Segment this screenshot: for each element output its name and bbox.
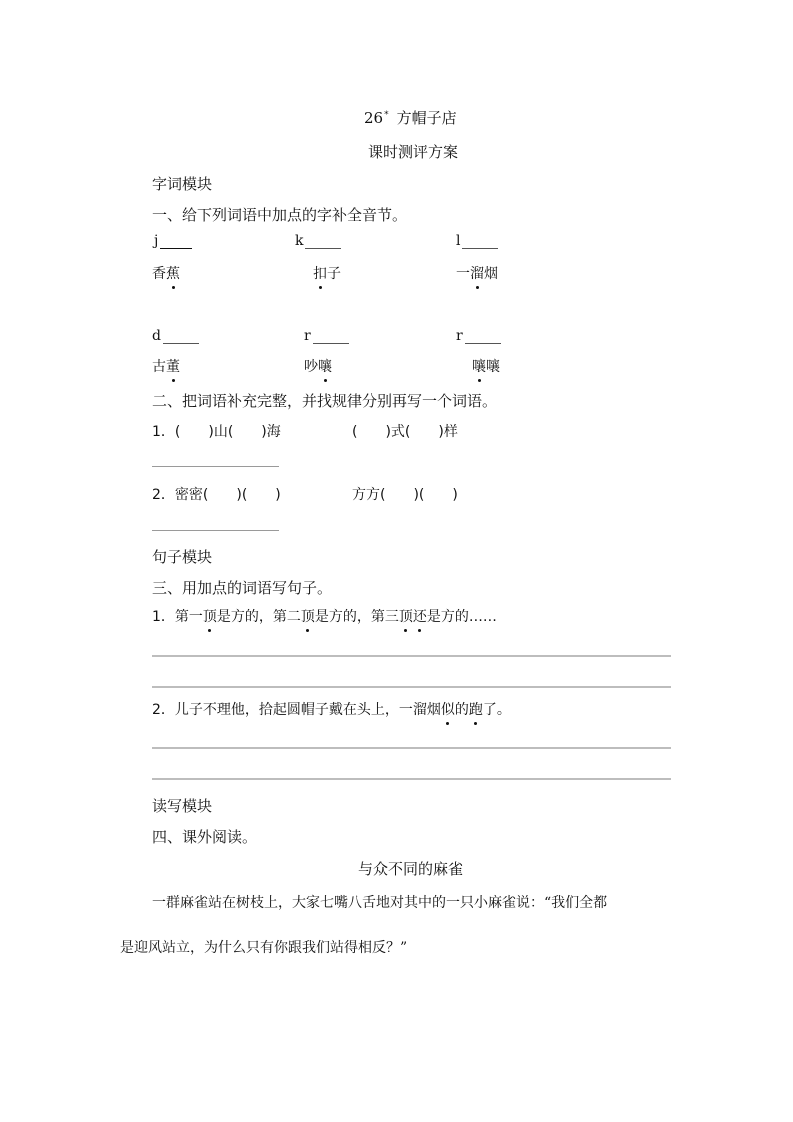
dotted-char: 蕉 — [166, 263, 180, 283]
lesson-star: * — [384, 110, 389, 120]
pinyin-blank-5[interactable]: r — [304, 328, 349, 344]
module-label-reading-writing: 读写模块 — [152, 797, 213, 815]
module-label-words: 字词模块 — [152, 175, 213, 193]
word-1: 香蕉 — [152, 263, 180, 283]
answer-line[interactable] — [152, 655, 671, 657]
dotted-char: 顶 — [399, 606, 413, 626]
lesson-title: 方帽子店 — [396, 109, 457, 127]
answer-line[interactable] — [163, 331, 199, 344]
reading-paragraph-line-1: 一群麻雀站在树枝上，大家七嘴八舌地对其中的一只小麻雀说：“我们全都 — [152, 895, 608, 911]
pinyin-blank-1[interactable]: j — [154, 233, 192, 249]
question-2-prompt: 二、把词语补充完整，并找规律分别再写一个词语。 — [152, 392, 498, 410]
sentence-1: 1．第一顶是方的，第二顶是方的，第三顶还是方的…… — [152, 606, 497, 626]
answer-line[interactable] — [160, 236, 192, 249]
reading-paragraph-line-2: 是迎风站立，为什么只有你跟我们站得相反？” — [120, 940, 408, 956]
dotted-char: 扣 — [313, 263, 327, 283]
word-5: 吵嚷 — [304, 356, 332, 376]
dotted-char: 嚷 — [318, 356, 332, 376]
answer-line[interactable] — [152, 530, 279, 531]
answer-line[interactable] — [152, 778, 671, 780]
dotted-char: 董 — [166, 356, 180, 376]
dotted-char: 顶 — [203, 606, 217, 626]
page-title — [364, 107, 457, 128]
sentence-2: 2．儿子不理他，拾起圆帽子戴在头上，一溜烟似的跑了。 — [152, 699, 511, 719]
pinyin-blank-4[interactable]: d — [152, 328, 199, 344]
dotted-char: 溜 — [470, 263, 484, 283]
dotted-char: 似 — [441, 699, 455, 719]
dotted-char: 还 — [413, 606, 427, 626]
answer-line[interactable] — [152, 747, 671, 749]
lesson-number: 26 — [364, 109, 384, 127]
word-6: 嚷嚷 — [472, 356, 500, 376]
dotted-char: 嚷 — [472, 356, 486, 376]
q2-line1-left: 1．( )山( )海 — [152, 424, 281, 440]
answer-line[interactable] — [313, 331, 349, 344]
answer-line[interactable] — [305, 236, 341, 249]
q2-line1-right: ( )式( )样 — [352, 424, 458, 440]
word-3: 一溜烟 — [456, 263, 498, 283]
answer-line[interactable] — [152, 686, 671, 688]
page-subtitle: 课时测评方案 — [368, 143, 459, 161]
word-2: 扣子 — [313, 263, 341, 283]
dotted-char: 顶 — [301, 606, 315, 626]
word-4: 古董 — [152, 356, 180, 376]
q2-line2-right: 方方( )( ) — [352, 487, 458, 503]
question-3-prompt: 三、用加点的词语写句子。 — [152, 579, 333, 597]
pinyin-blank-6[interactable]: r — [456, 328, 501, 344]
q2-line2-left: 2．密密( )( ) — [152, 487, 281, 503]
answer-line[interactable] — [465, 331, 501, 344]
dotted-char: 跑 — [469, 699, 483, 719]
question-1-prompt: 一、给下列词语中加点的字补全音节。 — [152, 206, 408, 224]
pinyin-blank-3[interactable]: l — [456, 233, 498, 249]
module-label-sentences: 句子模块 — [152, 548, 213, 566]
answer-line[interactable] — [152, 466, 279, 467]
reading-title: 与众不同的麻雀 — [358, 860, 464, 878]
question-4-prompt: 四、课外阅读。 — [152, 828, 258, 846]
pinyin-blank-2[interactable]: k — [295, 233, 341, 249]
answer-line[interactable] — [462, 236, 498, 249]
